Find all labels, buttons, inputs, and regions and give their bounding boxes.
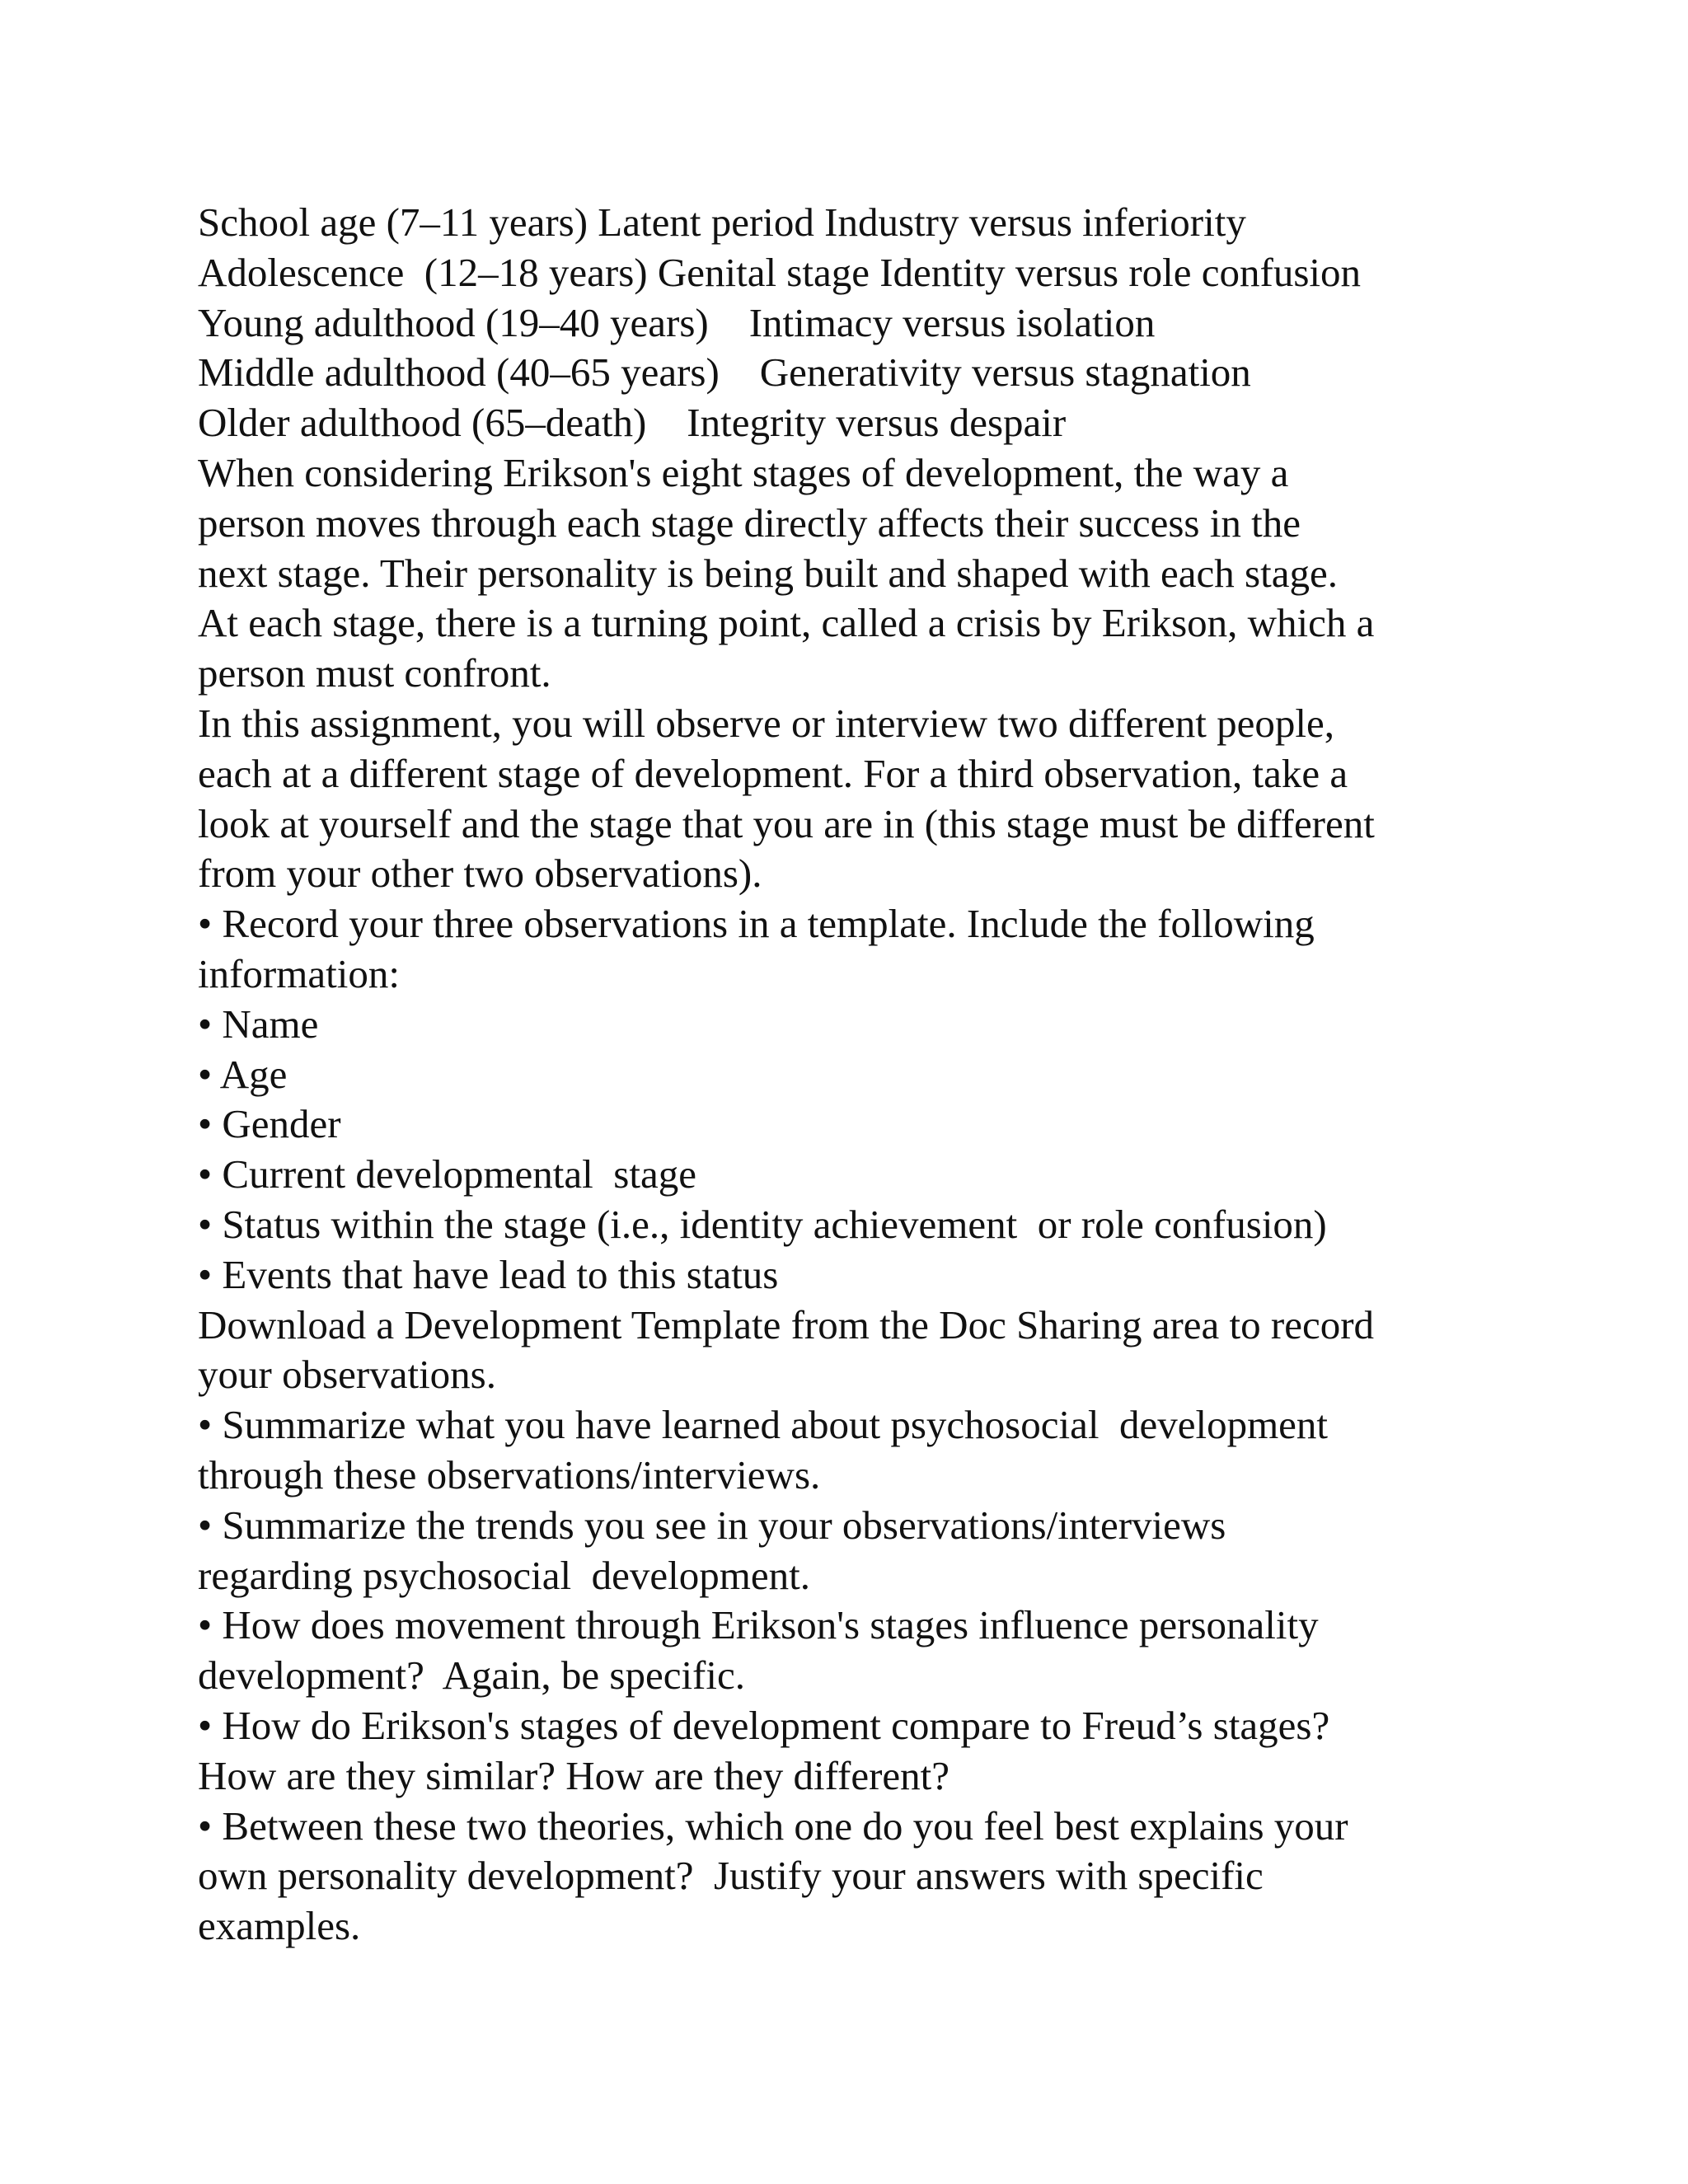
bullet-compare-freud: • How do Erikson's stages of development compare to Freud’s stages? (198, 1702, 1330, 1748)
bullet-best-theory-cont: own personality development? Justify your answers with specific (198, 1853, 1264, 1899)
assignment-paragraph-line: look at yourself and the stage that you are in (this stage must be different (198, 800, 1375, 846)
bullet-name: • Name (198, 1001, 319, 1047)
bullet-record-observations: • Record your three observations in a template. Include the following (198, 901, 1315, 947)
bullet-movement-influence: • How does movement through Erikson's stages influence personality (198, 1602, 1319, 1648)
assignment-paragraph-line: each at a different stage of development. For a third observation, take a (198, 750, 1348, 796)
bullet-summarize-trends-cont: regarding psychosocial development. (198, 1552, 810, 1598)
stage-row-adolescence: Adolescence (12–18 years) Genital stage Identity versus role confusion (198, 249, 1362, 295)
document-body (198, 198, 1533, 1952)
stage-row-young-adulthood: Young adulthood (19–40 years) Intimacy versus isolation (198, 299, 1156, 345)
bullet-summarize-learned: • Summarize what you have learned about psychosocial development (198, 1402, 1329, 1448)
bullet-current-stage: • Current developmental stage (198, 1151, 696, 1197)
intro-paragraph-line: At each stage, there is a turning point, called a crisis by Erikson, which a (198, 600, 1375, 646)
bullet-events: • Events that have lead to this status (198, 1251, 779, 1297)
download-template-line: your observations. (198, 1352, 496, 1398)
bullet-summarize-learned-cont: through these observations/interviews. (198, 1451, 821, 1497)
bullet-record-observations-cont: information: (198, 950, 400, 996)
intro-paragraph-line: person must confront. (198, 650, 551, 696)
bullet-gender: • Gender (198, 1101, 341, 1147)
assignment-paragraph-line: In this assignment, you will observe or interview two different people, (198, 700, 1334, 746)
bullet-compare-freud-cont: How are they similar? How are they different? (198, 1752, 950, 1798)
intro-paragraph-line: When considering Erikson's eight stages of development, the way a (198, 449, 1289, 495)
bullet-summarize-trends: • Summarize the trends you see in your observations/interviews (198, 1502, 1226, 1548)
intro-paragraph-line: person moves through each stage directly affects their success in the (198, 499, 1301, 546)
intro-paragraph-line: next stage. Their personality is being built and shaped with each stage. (198, 550, 1338, 596)
stage-row-older-adulthood: Older adulthood (65–death) Integrity versus despair (198, 400, 1067, 446)
bullet-best-theory-cont: examples. (198, 1903, 361, 1949)
bullet-movement-influence-cont: development? Again, be specific. (198, 1652, 745, 1699)
download-template-line: Download a Development Template from the Doc Sharing area to record (198, 1301, 1375, 1347)
stage-row-middle-adulthood: Middle adulthood (40–65 years) Generativity versus stagnation (198, 349, 1251, 396)
bullet-best-theory: • Between these two theories, which one do you feel best explains your (198, 1802, 1348, 1849)
bullet-age: • Age (198, 1051, 288, 1097)
stage-row-school-age: School age (7–11 years) Latent period Industry versus inferiority (198, 199, 1246, 245)
bullet-status-within-stage: • Status within the stage (i.e., identity achievement or role confusion) (198, 1201, 1327, 1247)
assignment-paragraph-line: from your other two observations). (198, 851, 762, 897)
